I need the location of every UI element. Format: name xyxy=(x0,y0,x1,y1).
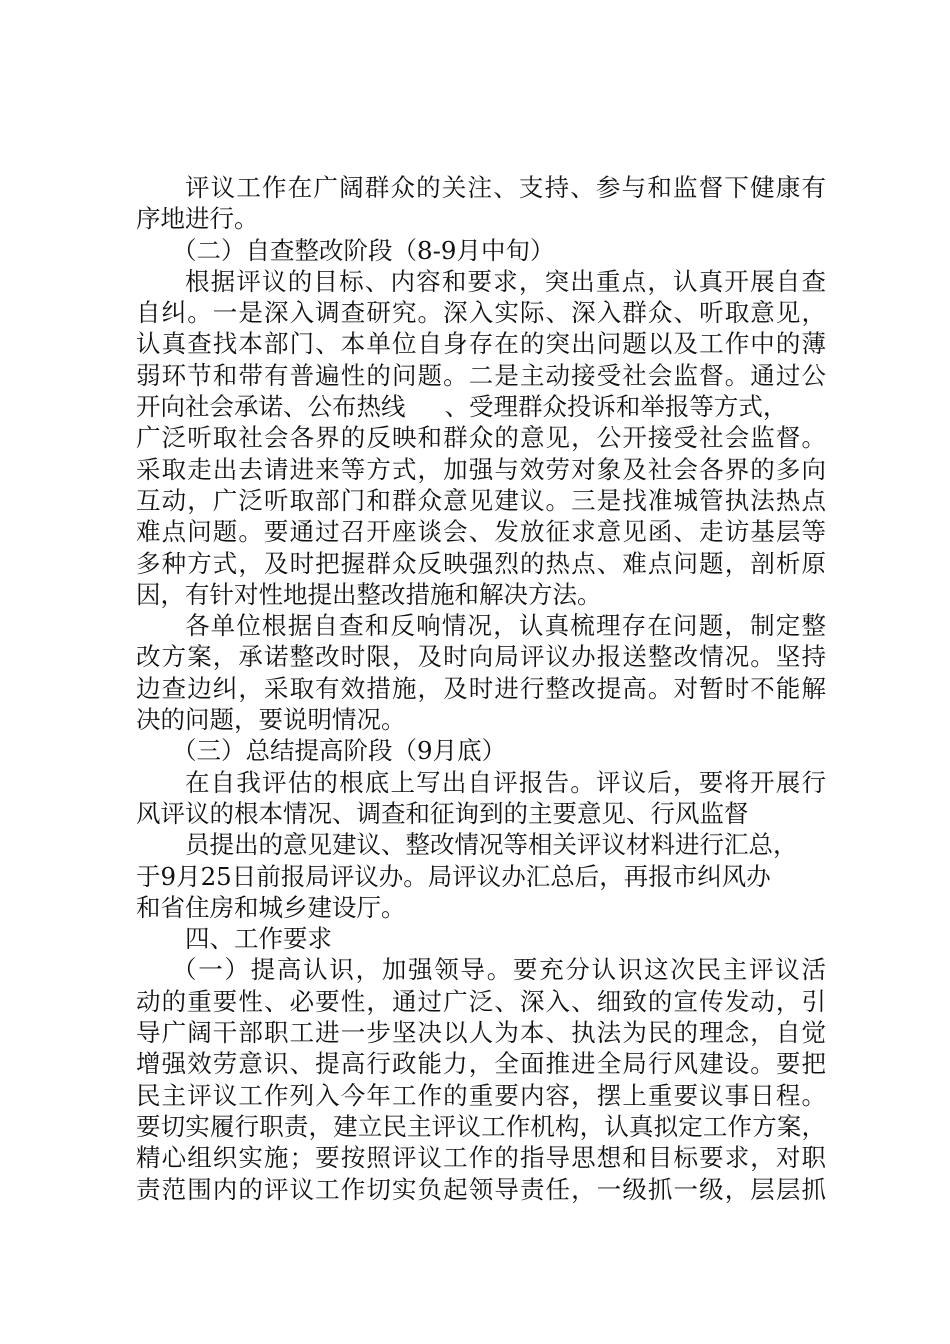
paragraph-line: 要切实履行职责，建立民主评议工作机构，认真拟定工作方案， xyxy=(136,1111,826,1141)
paragraph-line: 边查边纠，采取有效措施，及时进行整改提高。对暂时不能解 xyxy=(136,673,826,703)
paragraph-line: 精心组织实施；要按照评议工作的指导思想和目标要求，对职 xyxy=(136,1143,826,1173)
body-text xyxy=(136,172,826,1205)
paragraph-line: 员提出的意见建议、整改情况等相关评议材料进行汇总， xyxy=(185,830,798,860)
paragraph-line: 决的问题，要说明情况。 xyxy=(136,705,406,735)
paragraph-line: 序地进行。 xyxy=(136,204,259,234)
paragraph-line: （一）提高认识，加强领导。要充分认识这次民主评议活 xyxy=(172,955,826,985)
paragraph-line: 增强效劳意识、提高行政能力，全面推进全局行风建设。要把 xyxy=(136,1049,826,1079)
paragraph-line: 弱环节和带有普遍性的问题。二是主动接受社会监督。通过公 xyxy=(136,360,826,390)
paragraph-line: 认真查找本部门、本单位自身存在的突出问题以及工作中的薄 xyxy=(136,329,826,359)
paragraph-line: 动的重要性、必要性，通过广泛、深入、细致的宣传发动，引 xyxy=(136,986,826,1016)
paragraph-line: 自纠。一是深入调查研究。深入实际、深入群众、听取意见， xyxy=(136,298,826,328)
paragraph-line: 和省住房和城乡建设厅。 xyxy=(136,892,406,922)
paragraph-line: 广泛听取社会各界的反映和群众的意见，公开接受社会监督。 xyxy=(136,423,826,453)
paragraph-line: 于9月25日前报局评议办。局评议办汇总后，再报市纠风办 xyxy=(136,861,771,891)
paragraph-line: 风评议的根本情况、调查和征询到的主要意见、行风监督 xyxy=(136,798,749,828)
paragraph-line: 采取走出去请进来等方式，加强与效劳对象及社会各界的多向 xyxy=(136,454,826,484)
paragraph-line: 互动，广泛听取部门和群众意见建议。三是找准城管执法热点 xyxy=(136,485,826,515)
paragraph-line: 多种方式，及时把握群众反映强烈的热点、难点问题，剖析原 xyxy=(136,548,826,578)
section-heading: （三）总结提高阶段（9月底） xyxy=(172,736,507,766)
paragraph-line: 难点问题。要通过召开座谈会、发放征求意见函、走访基层等 xyxy=(136,517,826,547)
paragraph-line: 根据评议的目标、内容和要求，突出重点，认真开展自查 xyxy=(185,266,826,296)
paragraph-line: 在自我评估的根底上写出自评报告。评议后，要将开展行 xyxy=(185,767,826,797)
paragraph-line: 开向社会承诺、公布热线 、受理群众投诉和举报等方式， xyxy=(136,392,788,422)
section-heading: （二）自查整改阶段（8-9月中旬） xyxy=(172,235,555,265)
paragraph-line: 责范围内的评议工作切实负起领导责任，一级抓一级，层层抓 xyxy=(136,1174,826,1204)
paragraph-line: 民主评议工作列入今年工作的重要内容，摆上重要议事日程。 xyxy=(136,1080,826,1110)
paragraph-line: 改方案，承诺整改时限，及时向局评议办报送整改情况。坚持 xyxy=(136,642,826,672)
paragraph-line: 各单位根据自查和反响情况，认真梳理存在问题，制定整 xyxy=(185,611,826,641)
paragraph-line: 评议工作在广阔群众的关注、支持、参与和监督下健康有 xyxy=(185,173,826,202)
paragraph-line: 因，有针对性地提出整改措施和解决方法。 xyxy=(136,579,602,609)
paragraph-line: 导广阔干部职工进一步坚决以人为本、执法为民的理念，自觉 xyxy=(136,1018,826,1048)
section-heading: 四、工作要求 xyxy=(185,924,332,954)
